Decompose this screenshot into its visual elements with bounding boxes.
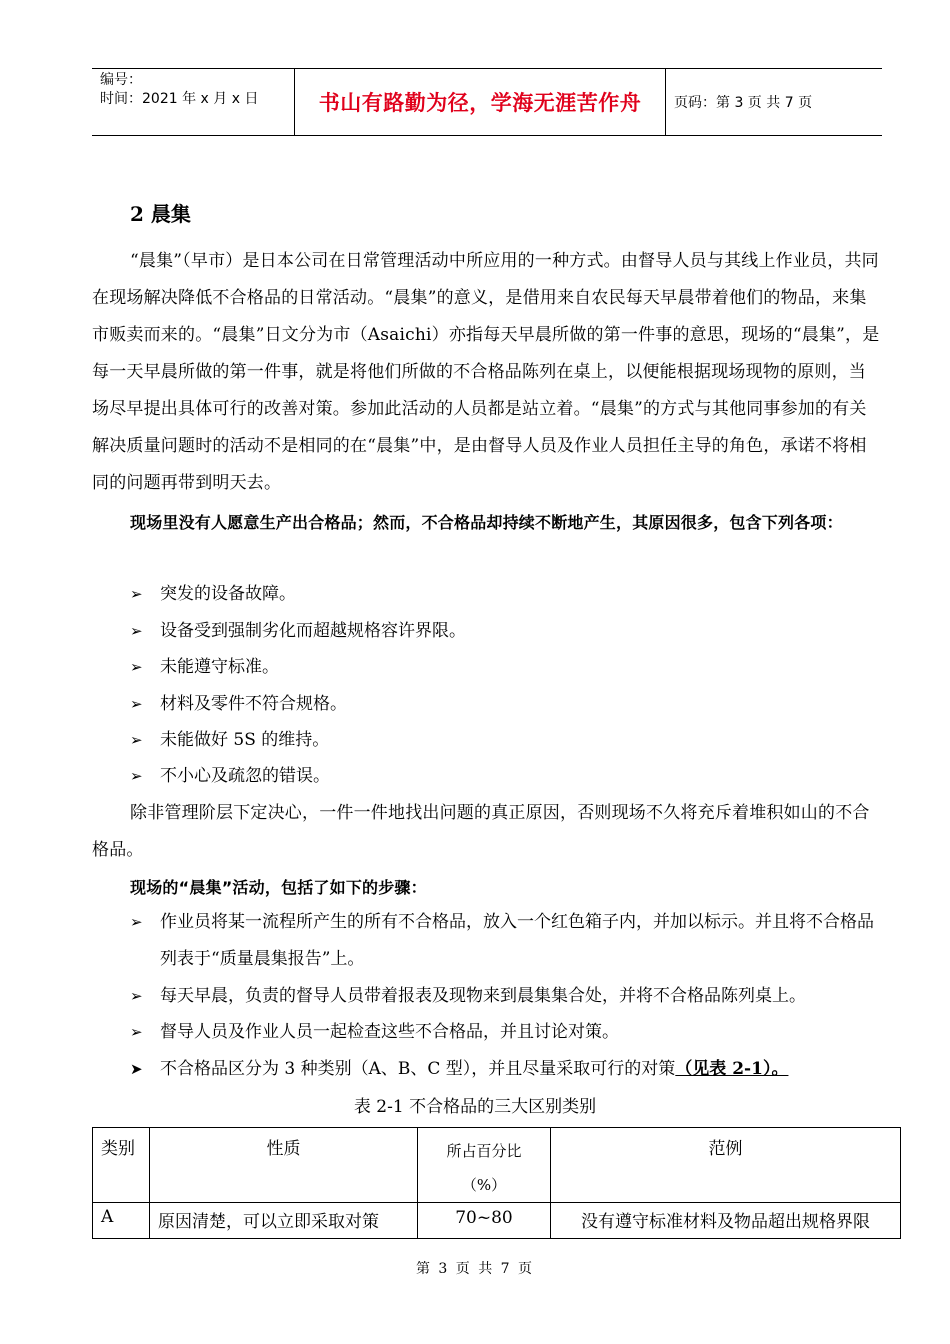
intro-paragraph: “晨集”（早市）是日本公司在日常管理活动中所应用的一种方式。由督导人员与其线上作业员，共同在现场解决降低不合格品的日常活动。“晨集”的意义，是借用来自农民每天早晨带着他们的物品，来集市贩卖而来的。“晨集”日文分为市（Asaichi）亦指每天早晨所做的第一件事的意思，现场的“晨集”，是每一天早晨所做的第一件事，就是将他们所做的不合格品陈列在桌上，以便能根据现场现物的原则，当场尽早提出具体可行的改善对策。参加此活动的人员都是站立着。“晨集”的方式与其他同事参加的有关解决质量问题时的活动不是相同的在“晨集”中，是由督导人员及作业人员担任主导的角色，承诺不将相同的问题再带到明天去。: [92, 251, 880, 493]
step-text: 督导人员及作业人员一起检查这些不合格品，并且讨论对策。: [160, 1022, 619, 1042]
step-item: [130, 1051, 882, 1088]
arrow-bullet-icon: ➢: [130, 1023, 143, 1041]
arrow-bullet-icon: ➢: [130, 767, 143, 785]
table-header-row: [93, 1128, 901, 1203]
header-nature: 性质: [150, 1128, 418, 1203]
header-percentage-unit: （%）: [461, 1176, 507, 1194]
steps-intro: 现场的“晨集”活动，包括了如下的步骤：: [130, 878, 427, 897]
arrow-bullet-icon: ➤: [130, 1060, 143, 1078]
cause-item: [130, 686, 347, 723]
section-title: 2 晨集: [130, 202, 191, 226]
causes-intro: 现场里没有人愿意生产出合格品；然而，不合格品却持续不断地产生，其原因很多，包含下列各项：: [130, 513, 843, 532]
header-percentage-label: 所占百分比: [446, 1142, 522, 1160]
cause-text: 未能做好 5S 的维持。: [160, 730, 330, 750]
arrow-bullet-icon: ➢: [130, 658, 143, 676]
step-item: [130, 904, 882, 978]
table-reference: （见表 2-1）。: [675, 1059, 789, 1079]
arrow-bullet-icon: ➢: [130, 585, 143, 603]
header-percentage: [418, 1128, 551, 1203]
cause-item: [130, 613, 466, 650]
cause-text: 不小心及疏忽的错误。: [160, 766, 330, 786]
header-meta: [92, 69, 294, 135]
cause-item: [130, 722, 329, 759]
table-caption: 表 2-1 不合格品的三大区别类别: [353, 1097, 597, 1117]
table-row: [93, 1203, 901, 1239]
cell-category: A: [93, 1203, 150, 1239]
number-label: 编号：: [100, 72, 142, 88]
cell-example: 没有遵守标准材料及物品超出规格界限: [551, 1203, 901, 1239]
cause-item: [130, 649, 279, 686]
cause-text: 材料及零件不符合规格。: [160, 694, 347, 714]
cause-item: [130, 758, 330, 795]
page-header: [92, 68, 882, 136]
cell-percentage: 70~80: [418, 1203, 551, 1239]
arrow-bullet-icon: ➢: [130, 731, 143, 749]
cause-text: 设备受到强制劣化而超越规格容许界限。: [160, 621, 466, 641]
arrow-bullet-icon: ➢: [130, 622, 143, 640]
step-item: [130, 978, 882, 1015]
header-motto: 书山有路勤为径，学海无涯苦作舟: [294, 69, 666, 135]
step-text: 每天早晨，负责的督导人员带着报表及现物来到晨集集合处，并将不合格品陈列桌上。: [160, 986, 806, 1006]
arrow-bullet-icon: ➢: [130, 987, 143, 1005]
step-text: 作业员将某一流程所产生的所有不合格品，放入一个红色箱子内，并加以标示。并且将不合格品列表于“质量晨集报告”上。: [160, 912, 874, 969]
header-page-info: 页码：第 3 页 共 7 页: [674, 95, 813, 111]
cell-nature: 原因清楚，可以立即采取对策: [150, 1203, 418, 1239]
header-category: 类别: [93, 1128, 150, 1203]
header-example: 范例: [551, 1128, 901, 1203]
page-footer: 第 3 页 共 7 页: [415, 1261, 535, 1277]
cause-text: 突发的设备故障。: [160, 584, 296, 604]
step-text: 不合格品区分为 3 种类别（A、B、C 型），并且尽量采取可行的对策: [160, 1059, 676, 1079]
conclusion-paragraph: 除非管理阶层下定决心，一件一件地找出问题的真正原因，否则现场不久将充斥着堆积如山的不合格品。: [92, 803, 870, 860]
nonconforming-table: [92, 1127, 901, 1239]
cause-text: 未能遵守标准。: [160, 657, 279, 677]
date-label: 时间：2021 年 x 月 x 日: [100, 91, 259, 107]
step-item: [130, 1014, 882, 1051]
cause-item: [130, 576, 296, 613]
arrow-bullet-icon: ➢: [130, 913, 143, 931]
arrow-bullet-icon: ➢: [130, 695, 143, 713]
